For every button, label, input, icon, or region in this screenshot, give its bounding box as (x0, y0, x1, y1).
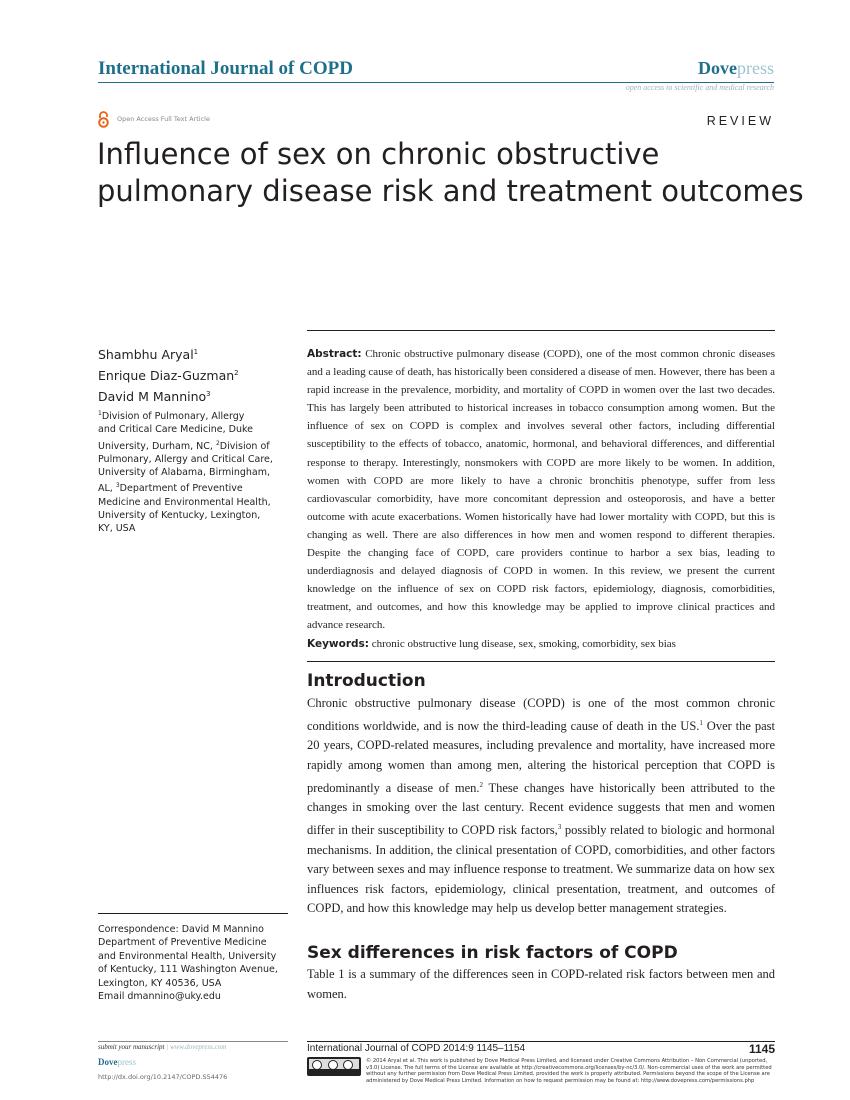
citation-line: International Journal of COPD 2014:9 1145–1154 (307, 1043, 526, 1054)
journal-name: International Journal of COPD (98, 58, 353, 79)
dovepress-logo (698, 58, 774, 79)
author: Shambhu Aryal$^1$ (98, 347, 199, 363)
open-access-icon (97, 111, 110, 128)
correspondence-email[interactable]: Email dmannino@uky.edu (98, 991, 221, 1003)
abstract (307, 345, 775, 653)
citation-ref[interactable]: 2 (479, 780, 483, 789)
article-type: REVIEW (706, 114, 774, 128)
keywords: chronic obstructive lung disease, sex, smoking, comorbidity, sex bias (371, 637, 676, 650)
logo-press-text: press (737, 58, 774, 78)
submit-manuscript-link[interactable]: submit your manuscript | www.dovepress.com (98, 1043, 227, 1051)
author-list (98, 343, 239, 406)
author: David M Mannino$^3$ (98, 389, 211, 405)
correspondence-rule (98, 913, 288, 914)
sex-differences-paragraph: Table 1 is a summary of the differences seen in COPD-related risk factors between men and women. (307, 967, 775, 1001)
doi-link[interactable]: http://dx.doi.org/10.2147/COPD.S54476 (98, 1073, 228, 1081)
logo-dove-text: Dove (698, 58, 737, 78)
citation-ref[interactable]: 1 (699, 718, 703, 727)
introduction-paragraph: Chronic obstructive pulmonary disease (COPD) is one of the most common chronic conditions worldwide, and is now the third-leading cause of death in the US.$^1$ Over the past 20 years, COPD-related measures, including prevalence and mortality, have increased more rapidly among women than among men, altering the historical perception that COPD is predominantly a disease of men.$^2$ These changes have historically been attributed to the changes in smoking over the last century. Recent evidence suggests that men and women differ in their susceptibility to COPD risk factors,$^3$ possibly related to biologic and hormonal mechanisms. In addition, the clinical presentation of COPD, comorbidities, and other factors vary between sexes and may influence response to treatment. We summarize data on how sex influences risk factors, epidemiology, clinical presentation, treatment, and outcomes of COPD, and how this knowledge may help us develop better management strategies. (307, 696, 775, 916)
title-line-2: pulmonary disease risk and treatment outcomes (97, 174, 804, 208)
tagline: open access to scientific and medical research (625, 83, 774, 92)
sex-differences-heading: Sex differences in risk factors of COPD (307, 943, 678, 963)
abstract-text: Chronic obstructive pulmonary disease (COPD), one of the most common chronic diseases and a leading cause of death, has historically been considered a disease of men. However, there has been a rapid increase in the prevalence, morbidity, and mortality of COPD in women over the last two decades. This has largely been attributed to historical increases in tobacco consumption among women. But the influence of sex on COPD is complex and involves several other factors, including differential susceptibility to the effects of tobacco, anatomic, hormonal, and behavioral differences, and differential response to therapy. Interestingly, nonsmokers with COPD are more likely to be women. In addition, women with COPD are more likely to have a chronic bronchitis phenotype, suffer from less cardiovascular comorbidity, have more concomitant depression and osteoporosis, and have a better outcome with acute exacerbations. Women historically have had lower mortality with COPD, but this is changing as well. There are also differences in how men and women respond to different therapies. Despite the changing face of COPD, care providers continue to harbor a sex bias, leading to underdiagnosis and delayed diagnosis of COPD in women. In this review, we present the current knowledge on the influence of sex on COPD risk factors, epidemiology, diagnosis, comorbidities, treatment, and outcomes, and how this knowledge may be applied to improve clinical practices and advance research. (307, 348, 776, 632)
correspondence: Correspondence: David M Mannino Department of Preventive Medicine and Environmental Health, University of Kentucky, 111 Washington Avenue, Lexington, KY 40536, USA Email dmannino@uky.edu (98, 923, 288, 1003)
footer-dovepress-logo: Dovepress (98, 1057, 136, 1067)
affiliations: $^1$Division of Pulmonary, Allergy and Critical Care Medicine, Duke University, Durham, NC, $^2$Division of Pulmonary, Allergy and Critical Care, University of Alabama, Birmingham, AL, $^3$Department of Preventive Medicine and Environmental Health, University of Kentucky, Lexington, KY, USA (98, 410, 273, 535)
footer-right-rule (307, 1041, 775, 1042)
open-access-label: Open Access Full Text Article (117, 115, 210, 123)
title-line-1: Influence of sex on chronic obstructive (97, 137, 660, 171)
creative-commons-icon[interactable] (307, 1057, 361, 1076)
abstract-rule-top (307, 330, 775, 331)
license-text: © 2014 Aryal et al. This work is published by Dove Medical Press Limited, and licensed under Creative Commons Attribution – Non Commercial (unported, v3.0) License. The full terms of the License are available at http://creativecommons.org/licenses/by-nc/3.0/. Non-commercial uses of the work are permitted without any further permission from Dove Medical Press Limited, provided the work is properly attributed. Permissions beyond the scope of the License are administered by Dove Medical Press Limited. Information on how to request permission may be found at: http://www.dovepress.com/permissions.php (366, 1058, 772, 1084)
introduction-heading: Introduction (307, 671, 426, 691)
abstract-rule-bottom (307, 661, 775, 662)
footer-left-rule (98, 1041, 288, 1042)
article-title (97, 136, 804, 210)
citation-ref[interactable]: 3 (557, 822, 562, 831)
keywords-label: Keywords: (307, 637, 369, 650)
page-number: 1145 (748, 1042, 775, 1056)
abstract-label: Abstract: (307, 348, 362, 360)
author: Enrique Diaz-Guzman$^2$ (98, 368, 239, 384)
